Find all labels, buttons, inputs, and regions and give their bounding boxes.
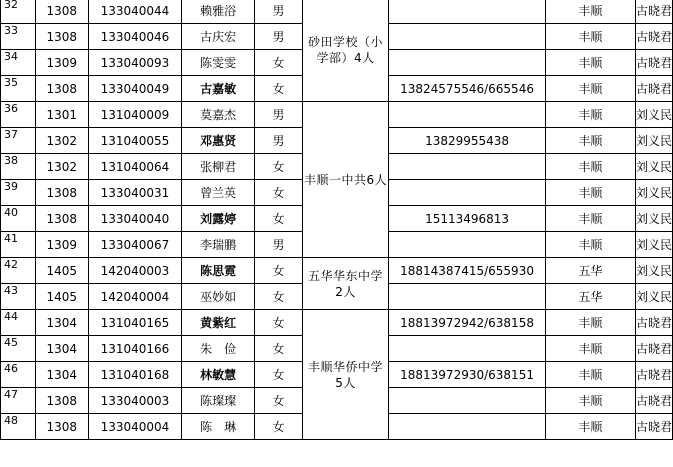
student-name: 赖雅浴 bbox=[182, 0, 255, 24]
student-name: 曾兰英 bbox=[182, 180, 255, 206]
student-name: 陈 琳 bbox=[182, 414, 255, 440]
area: 丰顺 bbox=[545, 362, 635, 388]
school-cell: 丰顺华侨中学 5人 bbox=[302, 310, 388, 440]
area: 丰顺 bbox=[545, 50, 635, 76]
phone bbox=[389, 284, 546, 310]
gender: 男 bbox=[255, 102, 303, 128]
student-name: 李瑞鹏 bbox=[182, 232, 255, 258]
student-id: 131040168 bbox=[88, 362, 182, 388]
gender: 女 bbox=[255, 388, 303, 414]
area: 丰顺 bbox=[545, 232, 635, 258]
teacher: 刘义民 bbox=[635, 154, 672, 180]
student-id: 133040004 bbox=[88, 414, 182, 440]
area: 丰顺 bbox=[545, 128, 635, 154]
phone bbox=[389, 24, 546, 50]
class-code: 1301 bbox=[35, 102, 88, 128]
class-code: 1302 bbox=[35, 154, 88, 180]
teacher: 古晓君 bbox=[635, 362, 672, 388]
class-code: 1304 bbox=[35, 310, 88, 336]
class-code: 1308 bbox=[35, 414, 88, 440]
area: 丰顺 bbox=[545, 414, 635, 440]
student-name: 邓惠贤 bbox=[182, 128, 255, 154]
gender: 女 bbox=[255, 206, 303, 232]
gender: 女 bbox=[255, 362, 303, 388]
phone bbox=[389, 232, 546, 258]
student-name: 陈璨璨 bbox=[182, 388, 255, 414]
phone bbox=[389, 50, 546, 76]
row-index: 35 bbox=[1, 76, 36, 102]
gender: 男 bbox=[255, 232, 303, 258]
student-id: 131040166 bbox=[88, 336, 182, 362]
gender: 男 bbox=[255, 128, 303, 154]
teacher: 古晓君 bbox=[635, 0, 672, 24]
area: 五华 bbox=[545, 258, 635, 284]
student-name: 林敏慧 bbox=[182, 362, 255, 388]
class-code: 1302 bbox=[35, 128, 88, 154]
teacher: 古晓君 bbox=[635, 24, 672, 50]
area: 丰顺 bbox=[545, 154, 635, 180]
student-name: 刘露婷 bbox=[182, 206, 255, 232]
teacher: 刘义民 bbox=[635, 102, 672, 128]
area: 丰顺 bbox=[545, 310, 635, 336]
area: 丰顺 bbox=[545, 24, 635, 50]
class-code: 1304 bbox=[35, 362, 88, 388]
gender: 男 bbox=[255, 24, 303, 50]
table-row bbox=[1, 258, 673, 284]
row-index: 46 bbox=[1, 362, 36, 388]
class-code: 1308 bbox=[35, 180, 88, 206]
student-id: 133040093 bbox=[88, 50, 182, 76]
gender: 女 bbox=[255, 50, 303, 76]
student-name: 陈雯雯 bbox=[182, 50, 255, 76]
class-code: 1309 bbox=[35, 232, 88, 258]
student-id: 131040009 bbox=[88, 102, 182, 128]
student-id: 142040003 bbox=[88, 258, 182, 284]
teacher: 刘义民 bbox=[635, 258, 672, 284]
row-index: 37 bbox=[1, 128, 36, 154]
teacher: 刘义民 bbox=[635, 128, 672, 154]
teacher: 刘义民 bbox=[635, 180, 672, 206]
row-index: 40 bbox=[1, 206, 36, 232]
phone: 13824575546/665546 bbox=[389, 76, 546, 102]
teacher: 古晓君 bbox=[635, 310, 672, 336]
row-index: 33 bbox=[1, 24, 36, 50]
row-index: 39 bbox=[1, 180, 36, 206]
student-id: 131040055 bbox=[88, 128, 182, 154]
gender: 女 bbox=[255, 180, 303, 206]
area: 丰顺 bbox=[545, 102, 635, 128]
row-index: 36 bbox=[1, 102, 36, 128]
phone: 15113496813 bbox=[389, 206, 546, 232]
phone bbox=[389, 0, 546, 24]
student-name: 巫妙如 bbox=[182, 284, 255, 310]
gender: 女 bbox=[255, 76, 303, 102]
teacher: 古晓君 bbox=[635, 50, 672, 76]
student-id: 142040004 bbox=[88, 284, 182, 310]
phone: 18813972942/638158 bbox=[389, 310, 546, 336]
class-code: 1308 bbox=[35, 76, 88, 102]
class-code: 1405 bbox=[35, 284, 88, 310]
teacher: 刘义民 bbox=[635, 232, 672, 258]
class-code: 1308 bbox=[35, 388, 88, 414]
phone bbox=[389, 388, 546, 414]
area: 丰顺 bbox=[545, 76, 635, 102]
gender: 女 bbox=[255, 258, 303, 284]
teacher: 古晓君 bbox=[635, 336, 672, 362]
student-name: 古嘉敏 bbox=[182, 76, 255, 102]
phone bbox=[389, 102, 546, 128]
school-cell: 五华华东中学 2人 bbox=[302, 258, 388, 310]
class-code: 1405 bbox=[35, 258, 88, 284]
area: 丰顺 bbox=[545, 206, 635, 232]
gender: 女 bbox=[255, 336, 303, 362]
school-cell: 丰顺一中共6人 bbox=[302, 102, 388, 258]
gender: 女 bbox=[255, 154, 303, 180]
student-id: 133040003 bbox=[88, 388, 182, 414]
teacher: 古晓君 bbox=[635, 414, 672, 440]
area: 丰顺 bbox=[545, 180, 635, 206]
row-index: 48 bbox=[1, 414, 36, 440]
row-index: 43 bbox=[1, 284, 36, 310]
gender: 女 bbox=[255, 310, 303, 336]
row-index: 44 bbox=[1, 310, 36, 336]
class-code: 1308 bbox=[35, 0, 88, 24]
student-id: 131040165 bbox=[88, 310, 182, 336]
class-code: 1308 bbox=[35, 24, 88, 50]
phone: 18814387415/655930 bbox=[389, 258, 546, 284]
gender: 男 bbox=[255, 0, 303, 24]
student-id: 131040064 bbox=[88, 154, 182, 180]
student-name: 陈思霓 bbox=[182, 258, 255, 284]
student-id: 133040044 bbox=[88, 0, 182, 24]
teacher: 刘义民 bbox=[635, 206, 672, 232]
student-id: 133040049 bbox=[88, 76, 182, 102]
school-cell: 砂田学校（小学部）4人 bbox=[302, 0, 388, 102]
student-id: 133040040 bbox=[88, 206, 182, 232]
area: 丰顺 bbox=[545, 0, 635, 24]
table-row bbox=[1, 102, 673, 128]
table-row bbox=[1, 0, 673, 24]
row-index: 42 bbox=[1, 258, 36, 284]
table-body bbox=[1, 0, 673, 440]
teacher: 古晓君 bbox=[635, 388, 672, 414]
student-id: 133040031 bbox=[88, 180, 182, 206]
row-index: 47 bbox=[1, 388, 36, 414]
class-code: 1308 bbox=[35, 206, 88, 232]
phone: 13829955438 bbox=[389, 128, 546, 154]
class-code: 1309 bbox=[35, 50, 88, 76]
row-index: 32 bbox=[1, 0, 36, 24]
student-id: 133040067 bbox=[88, 232, 182, 258]
student-name: 古庆宏 bbox=[182, 24, 255, 50]
gender: 女 bbox=[255, 414, 303, 440]
table-row bbox=[1, 310, 673, 336]
row-index: 34 bbox=[1, 50, 36, 76]
student-name: 张柳君 bbox=[182, 154, 255, 180]
area: 五华 bbox=[545, 284, 635, 310]
phone bbox=[389, 336, 546, 362]
student-name: 黄紫红 bbox=[182, 310, 255, 336]
teacher: 古晓君 bbox=[635, 76, 672, 102]
phone: 18813972930/638151 bbox=[389, 362, 546, 388]
student-name: 朱 俭 bbox=[182, 336, 255, 362]
row-index: 38 bbox=[1, 154, 36, 180]
row-index: 45 bbox=[1, 336, 36, 362]
phone bbox=[389, 154, 546, 180]
area: 丰顺 bbox=[545, 388, 635, 414]
student-id: 133040046 bbox=[88, 24, 182, 50]
phone bbox=[389, 180, 546, 206]
teacher: 刘义民 bbox=[635, 284, 672, 310]
student-name: 莫嘉杰 bbox=[182, 102, 255, 128]
area: 丰顺 bbox=[545, 336, 635, 362]
phone bbox=[389, 414, 546, 440]
gender: 女 bbox=[255, 284, 303, 310]
class-code: 1304 bbox=[35, 336, 88, 362]
row-index: 41 bbox=[1, 232, 36, 258]
